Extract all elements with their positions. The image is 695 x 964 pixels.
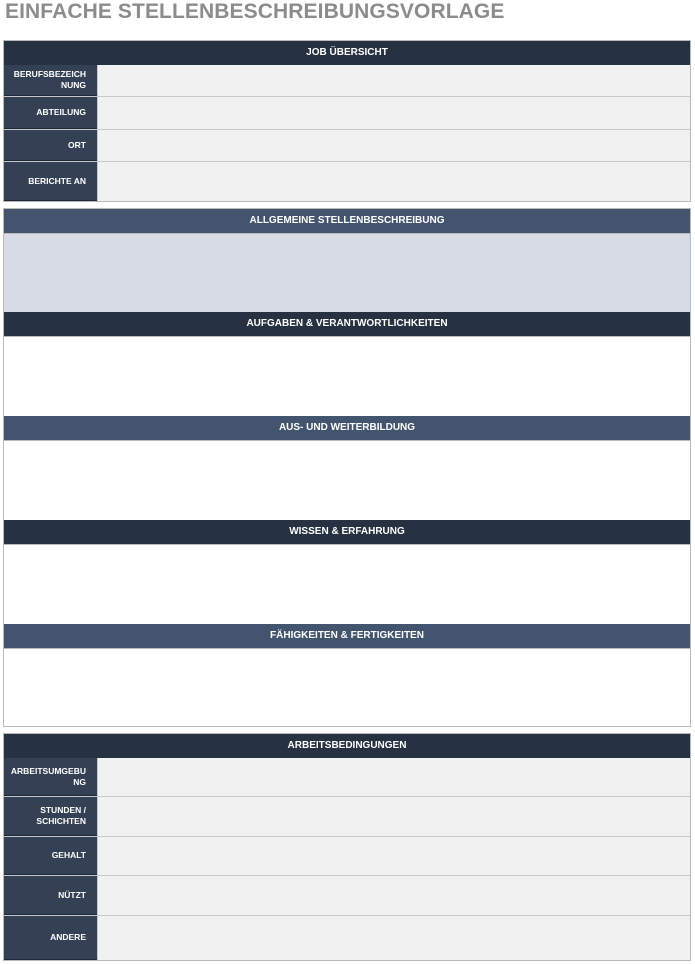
section-header-duties: AUFGABEN & VERANTWORTLICHKEITEN [4, 312, 690, 336]
overview-label-job-title: BERUFSBEZEICHNUNG [4, 65, 97, 96]
overview-label-reports-to: BERICHTE AN [4, 162, 97, 201]
conditions-row-salary [4, 837, 690, 876]
overview-row-location [4, 130, 690, 162]
overview-row-reports-to [4, 162, 690, 201]
conditions-label-benefits: NÜTZT [4, 876, 97, 915]
general-description-field[interactable] [4, 233, 690, 312]
section-header-general-description: ALLGEMEINE STELLENBESCHREIBUNG [4, 209, 690, 233]
overview-row-job-title [4, 65, 690, 97]
conditions-label-salary: GEHALT [4, 837, 97, 875]
conditions-row-hours [4, 797, 690, 837]
other-field[interactable] [97, 916, 690, 960]
working-conditions-table [3, 733, 691, 961]
conditions-label-environment: ARBEITSUMGEBUNG [4, 758, 97, 796]
job-title-field[interactable] [97, 65, 690, 96]
description-sections [3, 208, 691, 727]
department-field[interactable] [97, 97, 690, 129]
conditions-row-benefits [4, 876, 690, 916]
reports-to-field[interactable] [97, 162, 690, 201]
hours-field[interactable] [97, 797, 690, 836]
conditions-row-environment [4, 758, 690, 797]
conditions-row-other [4, 916, 690, 960]
conditions-label-hours: STUNDEN / SCHICHTEN [4, 797, 97, 836]
knowledge-field[interactable] [4, 544, 690, 624]
job-overview-table [3, 40, 691, 202]
job-overview-header: JOB ÜBERSICHT [4, 41, 690, 65]
environment-field[interactable] [97, 758, 690, 796]
duties-field[interactable] [4, 336, 690, 416]
skills-field[interactable] [4, 648, 690, 726]
benefits-field[interactable] [97, 876, 690, 915]
education-field[interactable] [4, 440, 690, 520]
salary-field[interactable] [97, 837, 690, 875]
page-title: EINFACHE STELLENBESCHREIBUNGSVORLAGE [5, 0, 505, 23]
section-header-skills: FÄHIGKEITEN & FERTIGKEITEN [4, 624, 690, 648]
conditions-label-other: ANDERE [4, 916, 97, 960]
section-header-education: AUS- UND WEITERBILDUNG [4, 416, 690, 440]
section-header-knowledge: WISSEN & ERFAHRUNG [4, 520, 690, 544]
overview-row-department [4, 97, 690, 130]
overview-label-department: ABTEILUNG [4, 97, 97, 129]
location-field[interactable] [97, 130, 690, 161]
overview-label-location: ORT [4, 130, 97, 161]
working-conditions-header: ARBEITSBEDINGUNGEN [4, 734, 690, 758]
